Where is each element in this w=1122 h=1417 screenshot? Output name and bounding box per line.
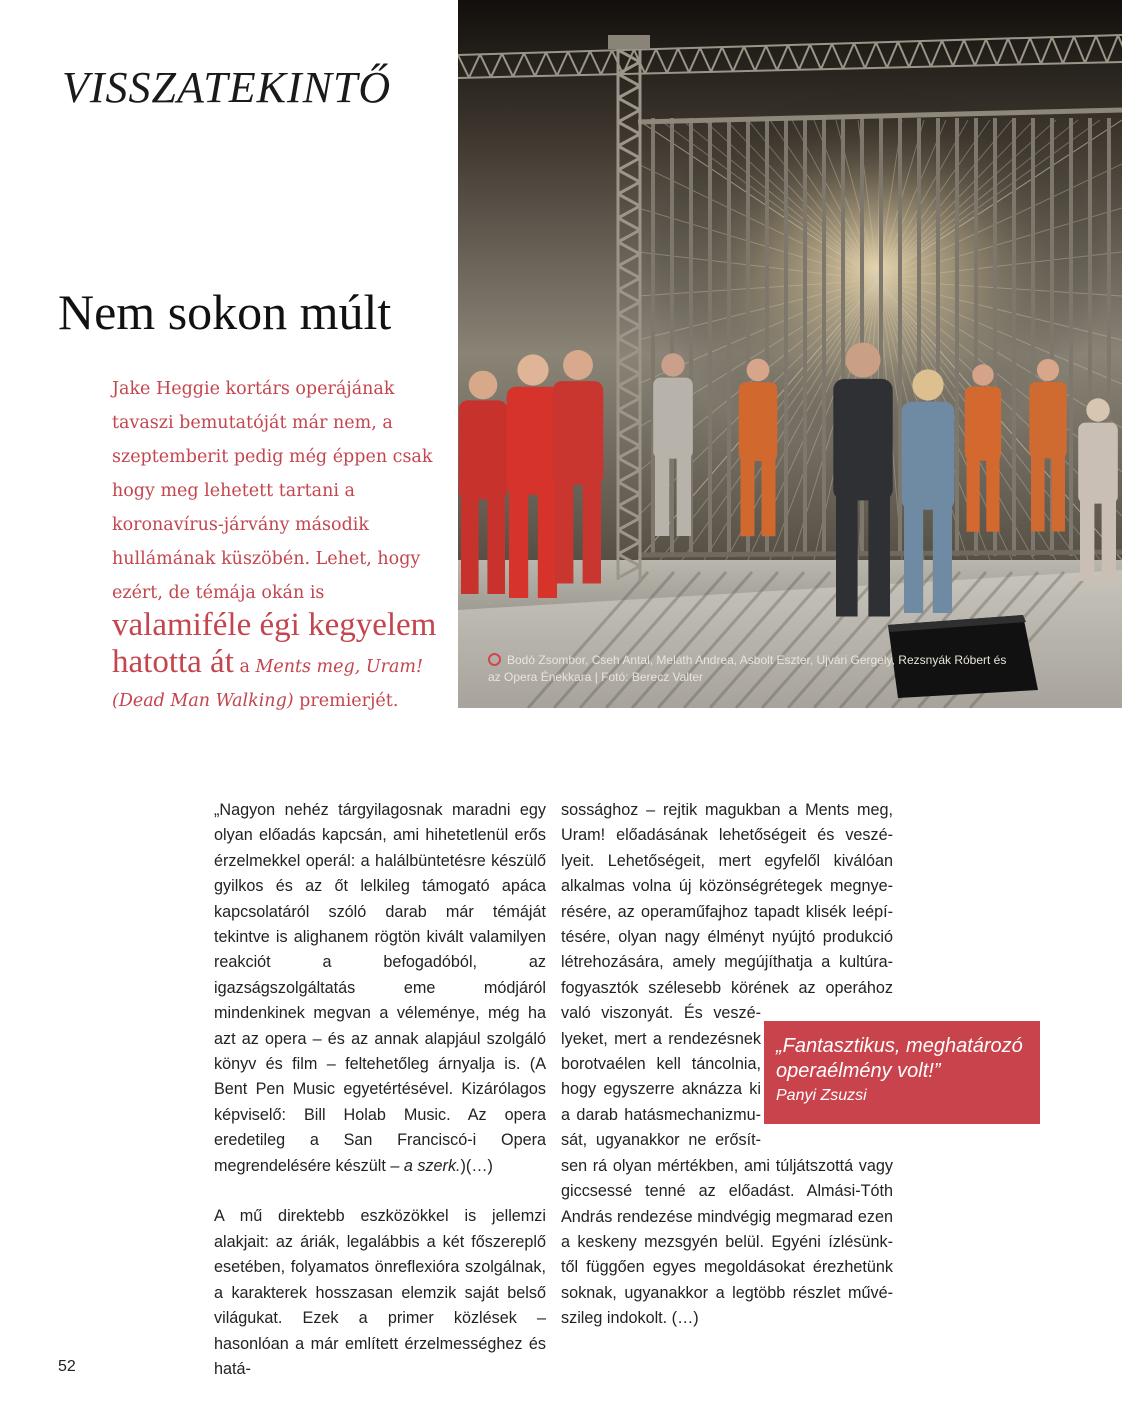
pull-quote-box bbox=[764, 1021, 1040, 1124]
section-label: VISSZATEKINTŐ bbox=[62, 63, 392, 112]
body-line: től függően egyes megoldásokat érezhetünk bbox=[561, 1258, 893, 1277]
body-line: létrehozására, amely megújíthatja a kultúra- bbox=[561, 953, 893, 972]
body-line: András rendezése mindvégig megmarad ezen bbox=[561, 1207, 893, 1226]
photo-caption bbox=[488, 652, 1008, 686]
body-line: hogy egyszerre aknázza ki bbox=[561, 1080, 761, 1099]
body-text: )(…) bbox=[460, 1156, 493, 1175]
body-line: fogyasztók szélesebb körének az operához bbox=[561, 978, 893, 997]
page-number: 52 bbox=[58, 1358, 76, 1375]
body-line: giccsessé tenné az előadást. Almási-Tóth bbox=[561, 1182, 893, 1201]
camera-icon bbox=[488, 653, 501, 666]
body-line: a darab hatásmechanizmu- bbox=[561, 1105, 761, 1124]
body-paragraph-2: A mű direktebb eszközökkel is jellemzi alakjait: az áriák, legalábbis a két főszereplő esetében, folyamatos önreflexióra szolgálnak, a karakterek hosszasan elemzik saját belső világukat. Ezek a primer közlések – hasonlóan a már említett érzelmességhez és hatá- bbox=[214, 1207, 546, 1378]
pull-quote-author: Panyi Zsuzsi bbox=[776, 1087, 867, 1104]
pull-quote-text: „Fantasztikus, meghatározó operaélmény volt!” bbox=[776, 1035, 1023, 1082]
body-line: lyeket, mert a rendezésnek bbox=[561, 1029, 761, 1048]
lead-emphasis: valamiféle égi kegyelem hatotta át bbox=[112, 607, 437, 680]
body-line: való viszonyát. És veszé- bbox=[561, 1004, 761, 1023]
body-line: lyeit. Lehetőségeit, mert egyfelől kiválóan bbox=[561, 851, 893, 870]
body-line: Uram! előadásának lehetőségeit és veszé- bbox=[561, 826, 893, 845]
body-column-left bbox=[214, 798, 546, 1382]
body-line: sen rá olyan mértékben, ami túljátszottá vagy bbox=[561, 1156, 893, 1175]
body-line: szileg indokolt. (…) bbox=[561, 1309, 699, 1328]
prison-stage-image bbox=[458, 0, 1122, 708]
photo-caption-text: Bodó Zsombor, Cseh Antal, Meláth Andrea, Asbolt Eszter, Ujvári Gergely, Rezsnyák Róbert és az Opera Énekkara | Fotó: Berecz Valter bbox=[488, 653, 1007, 684]
body-line: tésére, olyan nagy élményt nyújtó produkció bbox=[561, 928, 893, 947]
body-line: borotvaélen kell táncolnia, bbox=[561, 1055, 761, 1074]
lead-text-1: Jake Heggie kortárs operájának tavaszi bemutatóját már nem, a szeptemberit pedig még éppen csak hogy meg lehetett tartani a koronavírus-járvány második hullámának küszöbén. Lehet, hogy ezért, de témája okán is bbox=[112, 379, 433, 603]
stage-photo bbox=[458, 0, 1122, 708]
editor-note: a szerk. bbox=[403, 1156, 461, 1175]
lead-text-2: a bbox=[233, 657, 256, 677]
body-line: résére, az operaműfajhoz tapadt klisék leépí- bbox=[561, 902, 893, 921]
lead-work-title: Ments meg, Uram! (Dead Man Walking) bbox=[112, 657, 424, 711]
body-line: soknak, ugyanakkor a legtöbb részlet művé- bbox=[561, 1283, 893, 1302]
lead-text-3: premierjét. bbox=[293, 691, 399, 711]
body-line: sossághoz – rejtik magukban a Ments meg, bbox=[561, 801, 893, 819]
body-paragraph-1 bbox=[214, 798, 546, 1179]
body-text: „Nagyon nehéz tárgyilagosnak maradni egy olyan előadás kapcsán, ami hihetetlenül erős érzelmekkel operál: a halálbüntetésre készülő gyilkos és az őt lelkileg támogató apáca kapcsolatáról szóló darab már témáját tekintve is alighanem rögtön kivált valamilyen reakciót a befogadóból, az igazságszolgáltatás eme módjáról mindenkinek megvan a véleménye, még ha azt az opera – és az annak alapjául szolgáló könyv és film – feltehetőleg árnyalja is. (A Bent Pen Music egyetértésével. Kizárólagos képviselő: Bill Holab Music. Az opera eredetileg a San Franciscó-i Opera megrendelésére készült – bbox=[214, 801, 546, 1175]
body-line: a keskeny mezsgyén belül. Egyéni ízlésünk- bbox=[561, 1232, 893, 1251]
body-line: sát, ugyanakkor ne erősít- bbox=[561, 1131, 761, 1150]
article-title: Nem sokon múlt bbox=[58, 284, 392, 340]
lead-paragraph bbox=[112, 372, 438, 718]
body-line: alkalmas volna új közönségrétegek megnye- bbox=[561, 877, 893, 896]
